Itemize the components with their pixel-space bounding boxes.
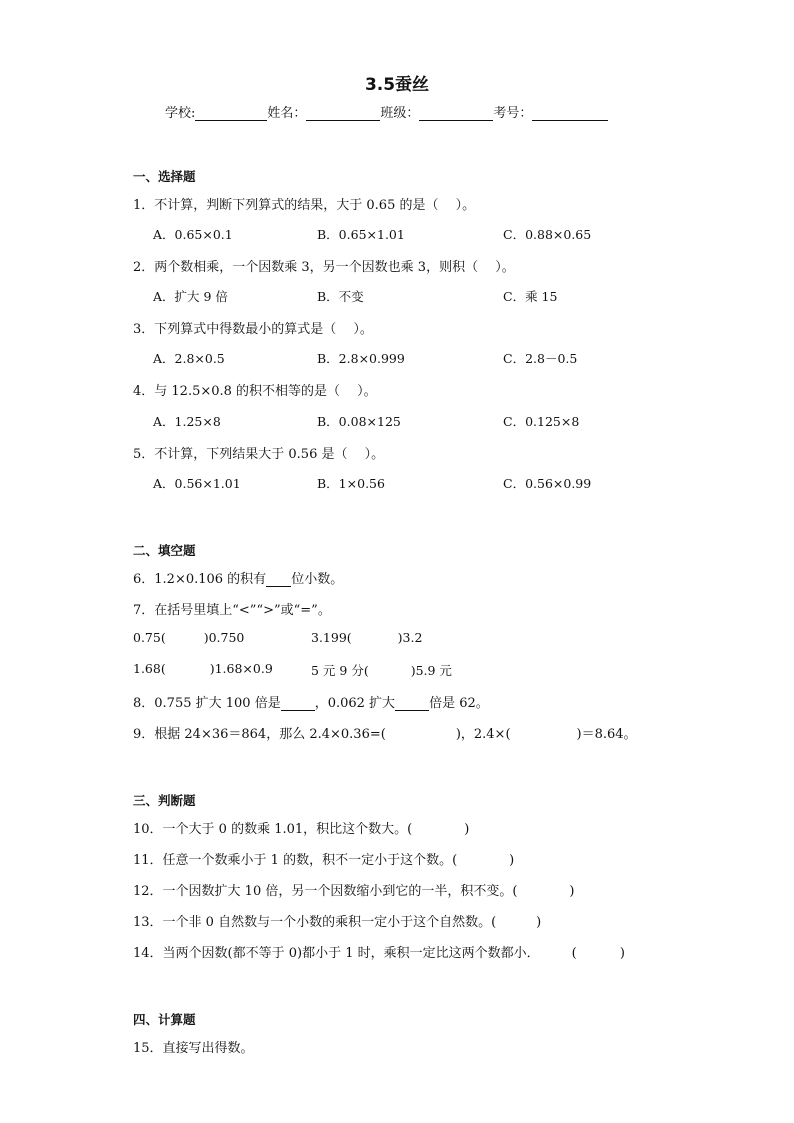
q10-text: 10．一个大于 0 的数乘 1.01，积比这个数大。( (133, 822, 413, 837)
q12-text: 12．一个因数扩大 10 倍，另一个因数缩小到它的一半，积不变。( (133, 884, 518, 899)
q10-close: ) (464, 822, 470, 837)
section-calc-heading: 四、计算题 (133, 1012, 196, 1027)
q5-option-c[interactable]: C．0.56×0.99 (503, 476, 592, 491)
school-label: 学校: (165, 106, 196, 121)
q9-text-c: )＝8.64。 (576, 727, 637, 742)
question-4: 4．与 12.5×0.8 的积不相等的是（ ）。 (133, 384, 377, 399)
q9-text-a: 9．根据 24×36＝864，那么 2.4×0.36=( (133, 727, 386, 742)
section-fill-heading: 二、填空题 (133, 543, 196, 558)
question-2: 2．两个数相乘，一个因数乘 3，另一个因数也乘 3，则积（ ）。 (133, 260, 515, 275)
q8-text-a: 8．0.755 扩大 100 倍是 (133, 696, 281, 711)
question-3: 3．下列算式中得数最小的算式是（ ）。 (133, 322, 373, 337)
name-label: 姓名： (267, 106, 307, 121)
section-choice-heading: 一、选择题 (133, 169, 196, 184)
q1-option-b[interactable]: B．0.65×1.01 (317, 227, 405, 242)
q4-option-c[interactable]: C．0.125×8 (503, 414, 580, 429)
q8-text-c: 倍是 62。 (429, 696, 489, 711)
id-blank[interactable] (532, 106, 608, 121)
question-10 (133, 818, 469, 837)
question-5: 5．不计算，下列结果大于 0.56 是（ ）。 (133, 447, 385, 462)
q7-r1-i2-left: 3.199( (311, 630, 352, 645)
q5-option-a[interactable]: A．0.56×1.01 (153, 476, 241, 491)
q6-answer-blank[interactable] (266, 573, 291, 587)
q6-text-a: 6．1.2×0.106 的积有 (133, 572, 267, 587)
q7-r1-i2-right: )3.2 (397, 630, 423, 645)
q8-text-b: ，0.062 扩大 (314, 696, 396, 711)
q7-r1-i1-left: 0.75( (133, 630, 166, 645)
school-blank[interactable] (195, 106, 267, 121)
page-title: 3.5蚕丝 (364, 75, 430, 95)
q2-option-c[interactable]: C．乘 15 (503, 289, 558, 304)
q1-option-a[interactable]: A．0.65×0.1 (153, 227, 233, 242)
student-info-line (165, 102, 608, 121)
q8-blank-2[interactable] (395, 697, 429, 711)
q11-text: 11．任意一个数乘小于 1 的数，积不一定小于这个数。( (133, 853, 458, 868)
class-label: 班级： (380, 106, 420, 121)
q4-option-a[interactable]: A．1.25×8 (153, 414, 221, 429)
question-12 (133, 880, 575, 899)
q3-option-c[interactable]: C．2.8－0.5 (503, 351, 578, 366)
q7-row2-item2 (311, 661, 452, 679)
question-9 (133, 723, 637, 742)
question-8 (133, 692, 489, 711)
q7-row2-item1 (133, 661, 273, 676)
q5-option-b[interactable]: B．1×0.56 (317, 476, 385, 491)
q7-row1-item1 (133, 630, 244, 645)
q1-option-c[interactable]: C．0.88×0.65 (503, 227, 592, 242)
question-14 (133, 942, 625, 961)
q7-r2-i1-right: )1.68×0.9 (209, 661, 273, 676)
q13-close: ) (536, 915, 542, 930)
q13-text: 13．一个非 0 自然数与一个小数的乘积一定小于这个自然数。( (133, 915, 497, 930)
question-6 (133, 568, 343, 587)
q11-close: ) (509, 853, 515, 868)
q3-option-a[interactable]: A．2.8×0.5 (153, 351, 225, 366)
q14-answer-parens[interactable]: ( ) (571, 946, 625, 961)
q7-r2-i2-right: )5.9 元 (410, 663, 452, 678)
name-blank[interactable] (306, 106, 380, 121)
question-7: 7．在括号里填上“<”“>”或“=”。 (133, 603, 331, 618)
q8-blank-1[interactable] (281, 697, 315, 711)
q7-row1-item2 (311, 630, 422, 645)
q7-r1-i1-right: )0.750 (203, 630, 245, 645)
q6-text-b: 位小数。 (291, 572, 344, 587)
q2-option-b[interactable]: B．不变 (317, 289, 364, 304)
q12-close: ) (569, 884, 575, 899)
question-15: 15．直接写出得数。 (133, 1041, 254, 1056)
q2-option-a[interactable]: A．扩大 9 倍 (153, 289, 228, 304)
section-judge-heading: 三、判断题 (133, 793, 196, 808)
q7-r2-i1-left: 1.68( (133, 661, 166, 676)
class-blank[interactable] (419, 106, 493, 121)
q14-text: 14．当两个因数(都不等于 0)都小于 1 时，乘积一定比这两个数都小． (133, 946, 540, 961)
id-label: 考号： (493, 106, 533, 121)
question-1: 1．不计算，判断下列算式的结果，大于 0.65 的是（ ）。 (133, 198, 476, 213)
q7-r2-i2-left: 5 元 9 分( (311, 663, 369, 678)
q3-option-b[interactable]: B．2.8×0.999 (317, 351, 405, 366)
question-13 (133, 911, 541, 930)
q9-text-b: )，2.4×( (455, 727, 511, 742)
q4-option-b[interactable]: B．0.08×125 (317, 414, 401, 429)
question-11 (133, 849, 514, 868)
